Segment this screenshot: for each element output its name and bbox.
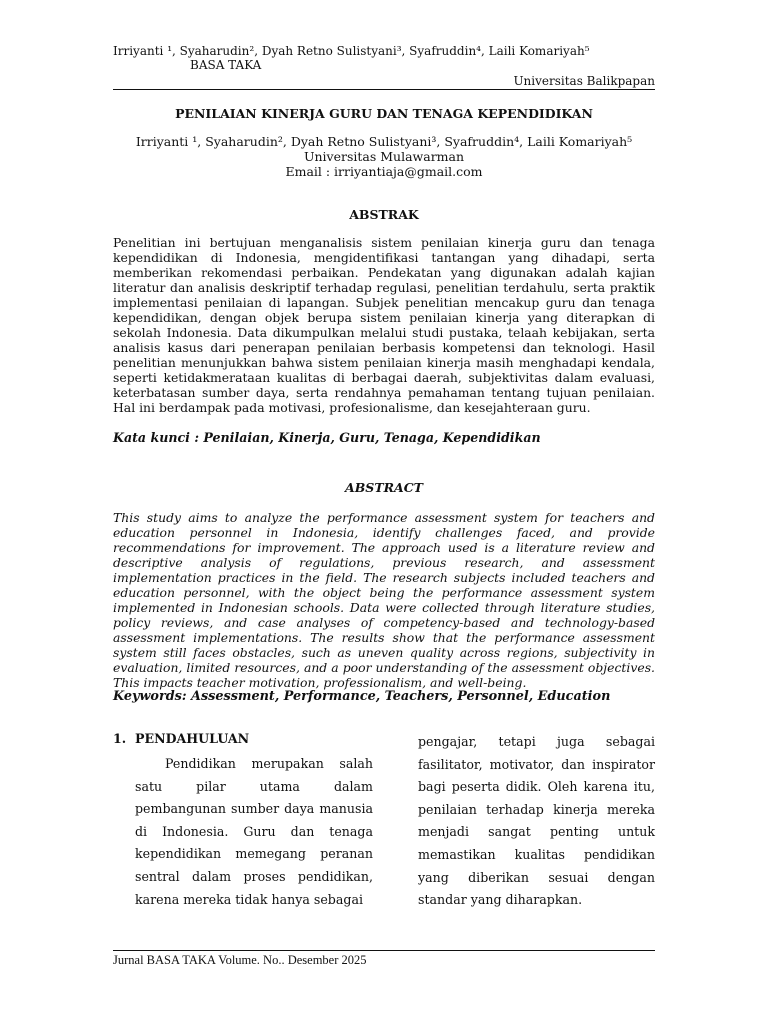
author-names: Irriyanti ¹, Syaharudin², Dyah Retno Sulistyani³, Syafruddin⁴, Laili Komariyah⁵ [135, 134, 633, 149]
intro-paragraph-right: pengajar, tetapi juga sebagai fasilitator, motivator, dan inspirator bagi peserta didik. Oleh karena itu, penilaian terhadap kinerja mereka menjadi sangat penting untuk memastikan kualitas pendidikan yang diberikan sesuai dengan standar yang diharapkan. [418, 734, 655, 908]
column-right [418, 731, 655, 912]
section-number: 1. [113, 731, 127, 746]
header-authors: Irriyanti ¹, Syaharudin², Dyah Retno Sulistyani³, Syafruddin⁴, Laili Komariyah⁵ [113, 44, 590, 58]
header-journal: BASA TAKA [190, 58, 262, 72]
author-email: Email : irriyantiaja@gmail.com [285, 164, 483, 179]
header-affiliation: Universitas Balikpapan [513, 74, 655, 88]
page-footer: Jurnal BASA TAKA Volume. No.. Desember 2025 [113, 953, 367, 967]
column-left [113, 731, 373, 911]
section-heading [113, 731, 373, 753]
author-block [113, 134, 655, 179]
kata-kunci: Kata kunci : Penilaian, Kinerja, Guru, Tenaga, Kependidikan [113, 430, 541, 445]
header-divider [113, 89, 655, 90]
section-title: PENDAHULUAN [135, 731, 250, 746]
author-university: Universitas Mulawarman [303, 149, 465, 164]
abstract-body: This study aims to analyze the performance assessment system for teachers and education personnel in Indonesia, identify challenges faced, and provide recommendations for improvement. The approach used is a literature review and descriptive analysis of regulations, previous research, and assessment implementation practices in the field. The research subjects included teachers and education personnel, with the object being the performance assessment system implemented in Indonesian schools. Data were collected through literature studies, policy reviews, and case analyses of competency-based and technology-based assessment implementations. The results show that the performance assessment system still faces obstacles, such as uneven quality across regions, subjectivity in evaluation, limited resources, and a poor understanding of the assessment objectives. This impacts teacher motivation, professionalism, and well-being. [113, 510, 655, 690]
abstrak-heading: ABSTRAK [349, 207, 419, 222]
abstrak-body: Penelitian ini bertujuan menganalisis sistem penilaian kinerja guru dan tenaga kependidikan di Indonesia, mengidentifikasi tantangan yang dihadapi, serta memberikan rekomendasi perbaikan. Pendekatan yang digunakan adalah kajian literatur dan analisis deskriptif terhadap regulasi, penelitian terdahulu, serta praktik implementasi penilaian di lapangan. Subjek penelitian mencakup guru dan tenaga kependidikan, dengan objek berupa sistem penilaian kinerja yang diterapkan di sekolah Indonesia. Data dikumpulkan melalui studi pustaka, telaah kebijakan, serta analisis kasus dari penerapan penilaian berbasis kompetensi dan teknologi. Hasil penelitian menunjukkan bahwa sistem penilaian kinerja masih menghadapi kendala, seperti ketidakmerataan kualitas di berbagai daerah, subjektivitas dalam evaluasi, keterbatasan sumber daya, serta rendahnya pemahaman tentang tujuan penilaian. Hal ini berdampak pada motivasi, profesionalisme, dan kesejahteraan guru. [113, 235, 655, 415]
footer-divider [113, 950, 655, 951]
keywords: Keywords: Assessment, Performance, Teachers, Personnel, Education [113, 689, 611, 704]
running-header [113, 44, 655, 88]
intro-paragraph-left: Pendidikan merupakan salah satu pilar utama dalam pembangunan sumber daya manusia di Indonesia. Guru dan tenaga kependidikan memegang peranan sentral dalam proses pendidikan, karena mereka tidak hanya sebagai [135, 756, 373, 907]
paper-title: PENILAIAN KINERJA GURU DAN TENAGA KEPENDIDIKAN [175, 106, 593, 121]
abstract-heading: ABSTRACT [345, 480, 423, 495]
